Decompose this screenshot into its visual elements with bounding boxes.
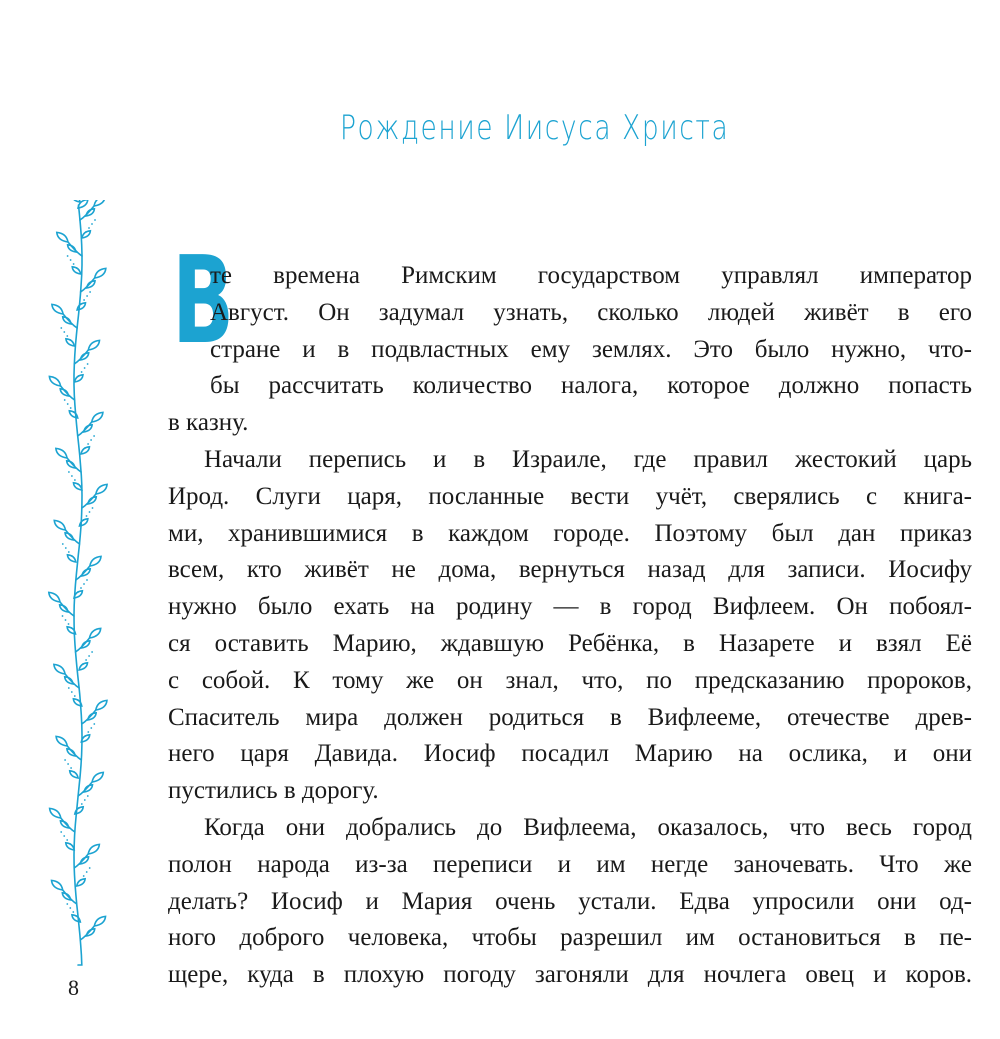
dot-icon [87,795,89,797]
dot-icon [89,511,91,513]
dot-icon [80,303,82,305]
dot-icon [68,623,70,625]
leaf-icon [94,200,105,206]
dot-icon [73,263,75,265]
text-line: Ирод. Слуги царя, посланные вести учёт, сверялись с книга- [168,482,972,510]
dot-icon [78,375,80,377]
dot-icon [83,875,85,877]
leaf-icon [90,628,101,638]
leaf-icon [67,461,75,468]
dot-icon [72,911,74,913]
leaf-icon [80,353,88,360]
leaf-icon [60,605,68,612]
dot-icon [66,839,68,841]
dot-icon [71,627,73,629]
leaf-icon [49,592,60,602]
dot-icon [67,255,69,257]
dot-icon [89,867,91,869]
dot-icon [85,659,87,661]
dot-icon [74,695,76,697]
dot-icon [90,727,92,729]
text-line: делать? Иосиф и Мария очень устали. Едва упросили они од- [168,887,972,915]
dot-icon [91,651,93,653]
leaf-icon [54,520,65,530]
text-line: те времена Римским государством управлял император [210,262,972,289]
dot-icon [71,555,73,557]
dot-icon [70,767,72,769]
dot-icon [71,475,73,477]
leaf-icon [50,808,61,818]
leaf-icon [82,569,90,576]
dot-icon [80,879,82,881]
leaf-icon [80,857,88,864]
text-line: полон народа из-за переписи и им негде заночевать. Что же [168,850,972,878]
dot-icon [90,439,92,441]
dot-icon [63,331,65,333]
text-line: Когда они добрались до Вифлеема, оказалось, что весь город [204,813,972,841]
dot-icon [88,227,90,229]
dot-icon [86,515,88,517]
text-line: нужно было ехать на родину — в город Вифлеем. Он побоял- [168,593,972,621]
dot-icon [64,399,66,401]
text-line: Август. Он задумал узнать, сколько людей живёт в его [210,298,972,326]
leaf-icon [96,484,107,494]
text-line: в казну. [168,409,249,437]
dot-icon [70,259,72,261]
text-line: ся оставить Марию, ждавшую Ребёнка, в Назарете и взял Её [168,629,972,657]
dot-icon [62,543,64,545]
leaf-icon [56,736,67,746]
leaf-icon [92,772,103,782]
dot-icon [81,803,83,805]
leaf-icon [84,425,92,432]
dot-icon [76,267,78,269]
dot-icon [67,403,69,405]
leaf-icon [52,304,63,314]
dot-icon [94,219,96,221]
dot-icon [60,327,62,329]
leaf-icon [84,785,92,792]
vine-stem [74,205,82,965]
leaf-icon [90,556,101,566]
leaf-icon [62,893,70,900]
dot-icon [83,519,85,521]
leaf-icon [68,245,76,252]
body-text [168,258,972,994]
drop-cap: В [172,232,235,371]
dot-icon [93,723,95,725]
text-line: пустились в дорогу. [168,777,379,805]
dot-icon [77,699,79,701]
text-line: ми, хранившимися в каждом городе. Поэтому был дан приказ [168,519,972,547]
dot-icon [84,735,86,737]
leaf-icon [94,916,105,926]
dot-icon [60,831,62,833]
dot-icon [69,907,71,909]
paragraph-3 [168,810,972,994]
leaf-icon [88,844,99,854]
dot-icon [83,299,85,301]
leaf-icon [67,749,75,756]
leaf-icon [60,389,68,396]
dot-icon [77,591,79,593]
dot-icon [70,407,72,409]
dot-icon [65,547,67,549]
dot-icon [77,483,79,485]
leaf-icon [92,412,103,422]
dot-icon [83,583,85,585]
leaf-icon [65,677,73,684]
dot-icon [92,507,94,509]
dot-icon [62,615,64,617]
leaf-icon [49,376,60,386]
dot-icon [66,335,68,337]
dot-icon [85,231,87,233]
leaf-icon [65,533,73,540]
dot-icon [86,871,88,873]
dot-icon [89,291,91,293]
text-line: Спаситель мира должен родиться в Вифлееме, отечестве древ- [168,703,972,731]
leaf-icon [88,497,96,504]
dot-icon [86,295,88,297]
dot-icon [84,447,86,449]
text-line: Начали перепись и в Израиле, где правил жестокий царь [204,445,972,473]
leaf-icon [86,929,94,936]
dot-icon [81,371,83,373]
dot-icon [64,759,66,761]
dot-icon [74,479,76,481]
dot-icon [91,223,93,225]
dot-icon [88,655,90,657]
dot-icon [68,687,70,689]
page-number: 8 [68,975,79,1000]
dot-icon [93,435,95,437]
leaf-icon [63,317,71,324]
dot-icon [63,835,65,837]
text-line: стране и в подвластных ему землях. Это было нужно, что- [210,335,972,363]
dot-icon [66,903,68,905]
dot-icon [69,339,71,341]
leaf-icon [56,448,67,458]
leaf-icon [57,232,68,242]
text-line: бы рассчитать количество налога, которое должно попасть [210,372,972,400]
dot-icon [73,771,75,773]
leaf-icon [95,268,106,278]
dot-icon [68,471,70,473]
leaf-icon [88,713,96,720]
paragraph-1 [168,258,972,442]
text-line: всем, кто живёт не дома, вернуться назад для записи. Иосифу [168,556,972,584]
dot-icon [73,411,75,413]
text-line: с собой. К тому же он знал, что, по предсказанию пророков, [168,666,972,694]
text-line: ного доброго человека, чтобы разрешил им остановиться в пе- [168,924,972,952]
leaf-icon [88,340,99,350]
dot-icon [67,763,69,765]
vine-border-decoration [38,200,118,970]
dot-icon [75,915,77,917]
dot-icon [69,843,71,845]
leaf-icon [60,821,68,828]
text-line: него царя Давида. Иосиф посадил Марию на ослика, и они [168,740,972,768]
leaf-icon [87,281,95,288]
dot-icon [82,663,84,665]
dot-icon [84,367,86,369]
text-line: щере, куда в плохую погоду загоняли для ночлега овец и коров. [168,961,972,989]
dot-icon [84,799,86,801]
leaf-icon [96,700,107,710]
dot-icon [65,619,67,621]
dot-icon [87,363,89,365]
dot-icon [71,691,73,693]
dot-icon [87,731,89,733]
leaf-icon [52,880,63,890]
page-title: Рождение Иисуса Христа [340,108,730,148]
dot-icon [86,579,88,581]
dot-icon [78,807,80,809]
dot-icon [68,551,70,553]
dot-icon [87,443,89,445]
dot-icon [80,587,82,589]
paragraph-2 [168,442,972,810]
leaf-icon [82,641,90,648]
leaf-icon [72,200,80,202]
leaf-icon [54,664,65,674]
leaf-icon [86,209,94,216]
